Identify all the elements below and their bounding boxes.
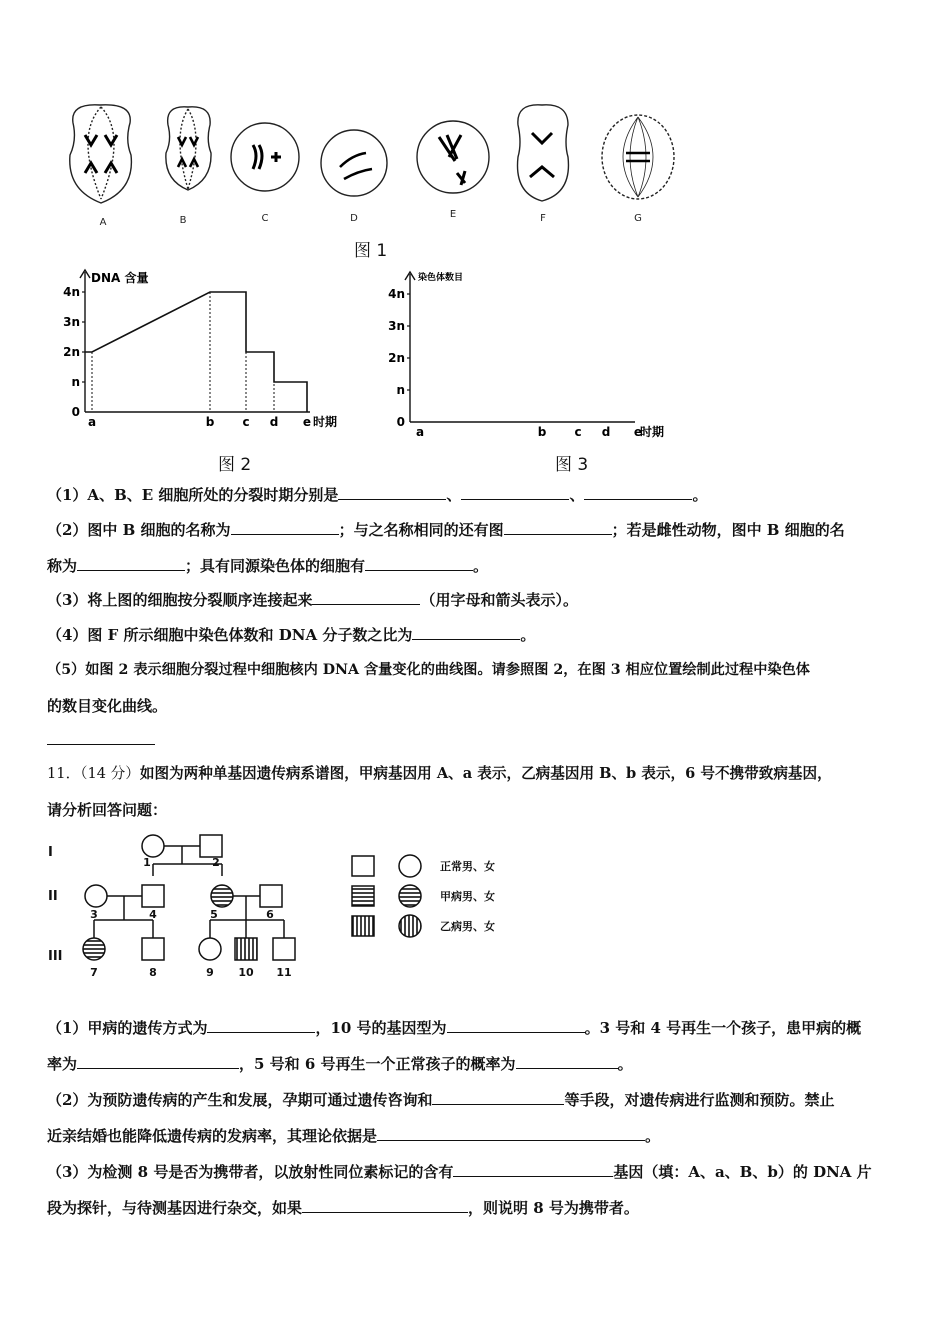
cell-label: D (350, 213, 358, 224)
individual-4-male (142, 885, 164, 907)
answer-blank[interactable] (584, 485, 692, 500)
generation-label: I (48, 845, 53, 860)
individual-number: 8 (149, 966, 157, 979)
q11-stem-line2: 请分析回答问题： (47, 801, 168, 819)
individual-10-male-disease-b (235, 938, 257, 960)
x-tick-label: e (633, 425, 643, 439)
legend-label: 甲病男、女 (440, 890, 495, 903)
cell-a (70, 105, 132, 203)
individual-5-female-disease-a (211, 885, 233, 907)
x-tick-label: a (415, 425, 425, 439)
q10-part5-line1: （5）如图 2 表示细胞分裂过程中细胞核内 DNA 含量变化的曲线图。请参照图 2，在图 3 相应位置绘制此过程中染色体 (47, 662, 810, 678)
cell-f (518, 105, 569, 201)
x-tick-label: d (601, 425, 611, 439)
individual-1-female (142, 835, 164, 857)
y-tick-label: 3n (388, 319, 405, 333)
q10-part5-line2: 的数目变化曲线。 (47, 697, 168, 715)
individual-number: 10 (238, 966, 254, 979)
q10-part2-line1: （2）图中 B 细胞的名称为 ；与之名称相同的还有图 ；若是雌性动物，图中 B 细胞的名 (47, 521, 845, 539)
y-tick-label: 2n (63, 345, 80, 359)
individual-number: 2 (212, 856, 220, 869)
individual-number: 7 (90, 966, 98, 979)
figure2-caption: 图 2 (218, 455, 252, 475)
individual-2-male (200, 835, 222, 857)
cell-d (321, 130, 387, 196)
legend-normal-female (399, 855, 421, 877)
individual-number: 1 (143, 856, 151, 869)
cell-label: A (99, 217, 107, 228)
y-tick-label: 3n (63, 315, 80, 329)
individual-9-female (199, 938, 221, 960)
individual-3-female (85, 885, 107, 907)
answer-blank[interactable] (432, 1090, 564, 1105)
figure1-cells (55, 95, 695, 230)
y-axis-label: 染色体数目 (418, 273, 464, 283)
answer-blank[interactable] (377, 1126, 645, 1141)
answer-blank[interactable] (338, 485, 446, 500)
q11-part2-line2: 近亲结婚也能降低遗传病的发病率，其理论依据是 。 (47, 1127, 661, 1145)
pedigree-chart (40, 828, 520, 993)
answer-blank[interactable] (516, 1054, 618, 1069)
y-tick-label: 0 (396, 415, 405, 429)
answer-blank[interactable] (77, 1054, 239, 1069)
cell-b (166, 107, 211, 190)
answer-blank[interactable] (302, 1198, 468, 1213)
answer-blank[interactable] (365, 556, 473, 571)
y-tick-label: 4n (388, 287, 405, 301)
cell-c (231, 123, 299, 191)
y-tick-label: 0 (71, 405, 80, 419)
cell-label: F (540, 213, 546, 224)
legend-disease-b-male (352, 916, 374, 936)
answer-blank[interactable] (461, 485, 569, 500)
x-tick-label: d (269, 415, 279, 429)
generation-label: III (48, 949, 63, 964)
q11-part2-line1: （2）为预防遗传病的产生和发展，孕期可通过遗传咨询和 等手段，对遗传病进行监测和预防。禁止 (47, 1091, 835, 1109)
answer-blank[interactable] (412, 625, 520, 640)
figure1-caption: 图 1 (354, 241, 388, 261)
individual-8-male (142, 938, 164, 960)
y-axis-label: DNA 含量 (91, 271, 149, 285)
q10-part4: （4）图 F 所示细胞中染色体数和 DNA 分子数之比为 。 (47, 626, 536, 644)
cell-e (417, 121, 489, 193)
legend-disease-a-female (399, 885, 421, 907)
individual-6-male (260, 885, 282, 907)
x-tick-label: c (242, 415, 250, 429)
individual-11-male (273, 938, 295, 960)
x-tick-label: b (205, 415, 215, 429)
x-tick-label: e (302, 415, 312, 429)
individual-number: 3 (90, 908, 98, 921)
answer-blank[interactable] (447, 1018, 585, 1033)
x-tick-label: a (87, 415, 97, 429)
generation-label: II (48, 889, 58, 904)
figure3-caption: 图 3 (555, 455, 589, 475)
q10-part1: （1）A、B、E 细胞所处的分裂时期分别是 、 、 。 (47, 486, 708, 504)
x-tick-label: b (537, 425, 547, 439)
legend-normal-male (352, 856, 374, 876)
cell-label: B (179, 215, 187, 226)
individual-number: 9 (206, 966, 214, 979)
answer-blank[interactable] (207, 1018, 315, 1033)
x-tick-label: c (574, 425, 582, 439)
answer-blank[interactable] (453, 1162, 613, 1177)
answer-blank[interactable] (47, 744, 155, 745)
individual-number: 11 (276, 966, 292, 979)
individual-number: 5 (210, 908, 218, 921)
figure3-chart (388, 266, 690, 439)
individual-number: 6 (266, 908, 274, 921)
q11-part3-line2: 段为探针，与待测基因进行杂交，如果 ，则说明 8 号为携带者。 (47, 1199, 639, 1217)
legend-label: 正常男、女 (440, 860, 495, 873)
x-axis-label: 时期 (313, 415, 338, 429)
q11-stem-line1: 11．（14 分）如图为两种单基因遗传病系谱图，甲病基因用 A、a 表示，乙病基因用 B、b 表示，6 号不携带致病基因， (47, 765, 832, 782)
q11-part3-line1: （3）为检测 8 号是否为携带者，以放射性同位素标记的含有 基因（填：A、a、B、b）的 DNA 片 (47, 1163, 872, 1181)
answer-blank[interactable] (77, 556, 185, 571)
legend-disease-b-female (399, 915, 421, 937)
individual-7-female-disease-a (83, 938, 105, 960)
answer-blank[interactable] (231, 520, 339, 535)
cell-g (602, 115, 674, 199)
answer-blank[interactable] (312, 590, 420, 605)
legend-label: 乙病男、女 (440, 920, 495, 933)
y-tick-label: n (71, 375, 80, 389)
cell-label: C (261, 213, 269, 224)
answer-blank[interactable] (504, 520, 612, 535)
q11-part1-line1: （1）甲病的遗传方式为 ，10 号的基因型为 。3 号和 4 号再生一个孩子，患甲病的概 (47, 1019, 862, 1037)
y-tick-label: 2n (388, 351, 405, 365)
individual-number: 4 (149, 908, 157, 921)
q10-part3: （3）将上图的细胞按分裂顺序连接起来 （用字母和箭头表示）。 (47, 591, 578, 609)
figure2-chart (55, 262, 355, 432)
y-tick-label: n (396, 383, 405, 397)
y-tick-label: 4n (63, 285, 80, 299)
q10-part2-line2: 称为 ；具有同源染色体的细胞有 。 (47, 557, 489, 575)
q11-part1-line2: 率为 ，5 号和 6 号再生一个正常孩子的概率为 。 (47, 1055, 633, 1073)
cell-label: E (449, 209, 457, 220)
legend-disease-a-male (352, 886, 374, 906)
x-axis-label: 时期 (640, 425, 665, 439)
cell-label: G (634, 213, 642, 224)
